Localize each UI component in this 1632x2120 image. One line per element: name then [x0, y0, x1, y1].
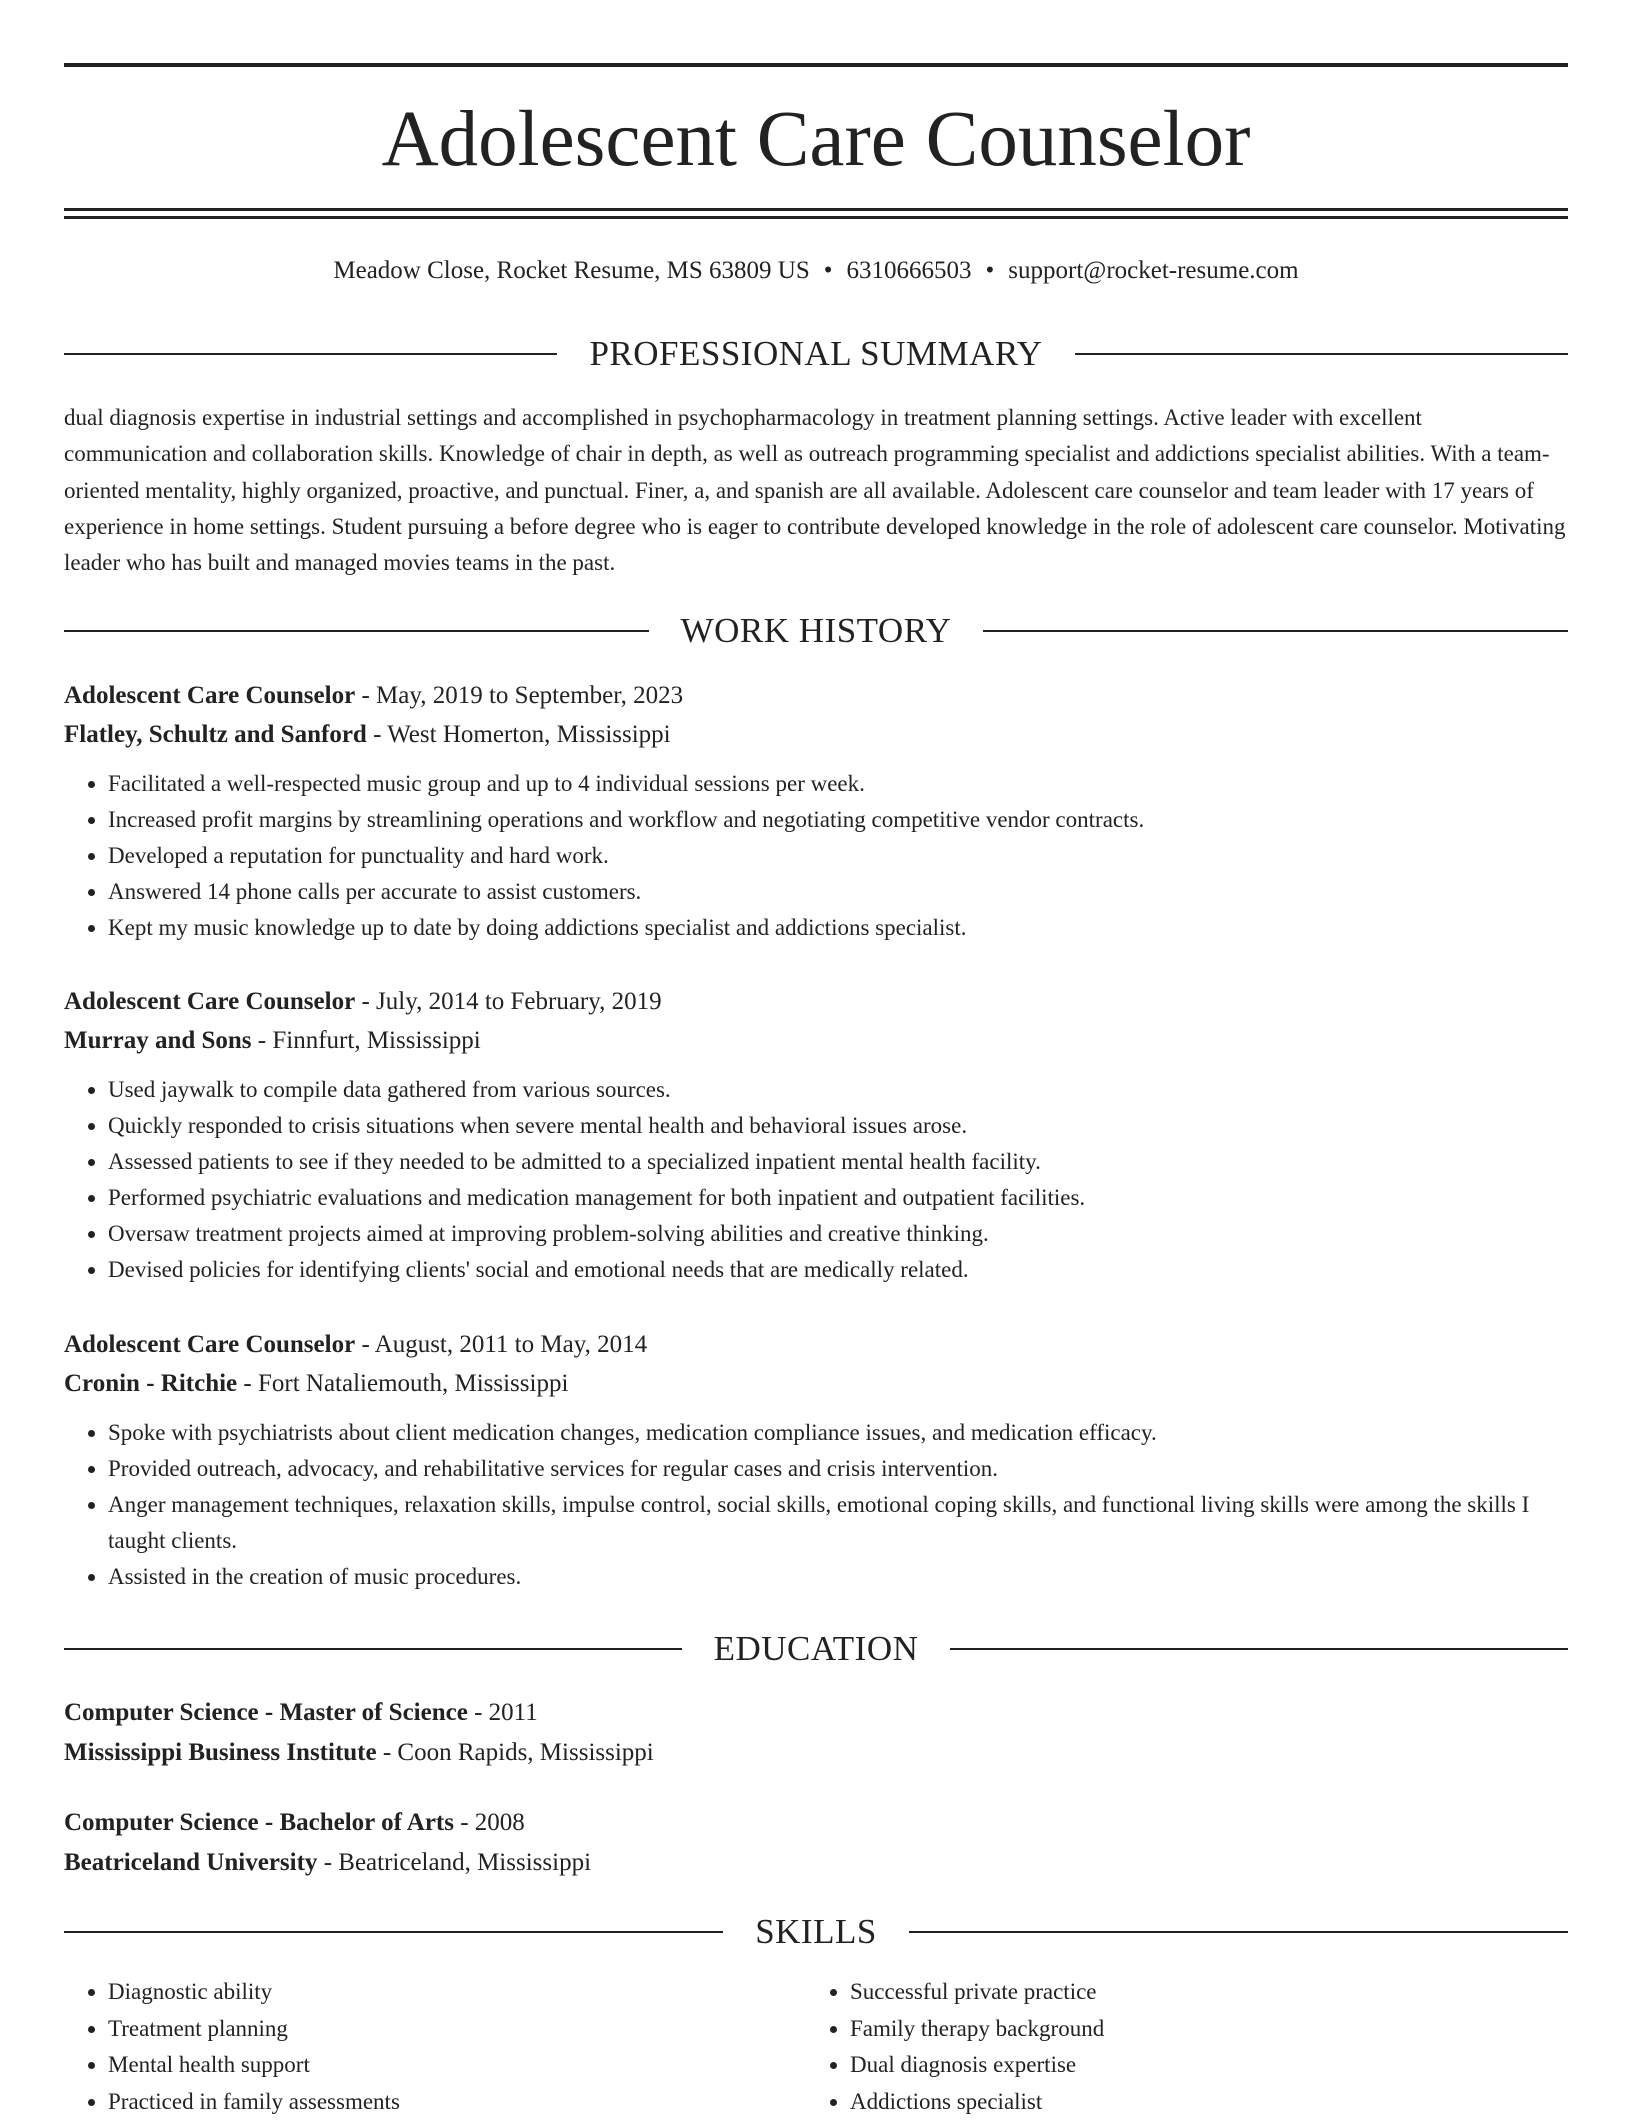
job-title: Adolescent Care Counselor — [64, 682, 355, 709]
job-bullet: • Assisted in the creation of music procedures. — [108, 1559, 1568, 1595]
education-degree-line — [64, 1693, 1568, 1733]
skill-item: • Diagnostic ability — [108, 1974, 806, 2011]
education-heading-text: EDUCATION — [682, 1627, 951, 1671]
skill-item: • Successful private practice — [850, 1974, 1548, 2011]
skill-item: • Dual diagnosis expertise — [850, 2047, 1548, 2084]
education-school-line — [64, 1843, 1568, 1883]
job-bullets — [64, 1072, 1568, 1288]
job-bullet: • Quickly responded to crisis situations when severe mental health and behavioral issues arose. — [108, 1108, 1568, 1144]
job-bullet: • Anger management techniques, relaxation skills, impulse control, social skills, emotional coping skills, and functional living skills were among the skills I taught clients. — [108, 1487, 1568, 1559]
header-top-rule — [64, 63, 1568, 67]
education-school-line — [64, 1733, 1568, 1773]
contact-line — [64, 254, 1568, 288]
job-company-line — [64, 715, 1568, 754]
heading-rule-right — [983, 630, 1568, 632]
job-dates: - July, 2014 to February, 2019 — [355, 988, 661, 1015]
education-year: - 2008 — [454, 1809, 525, 1836]
education-degree: Computer Science - Bachelor of Arts — [64, 1809, 454, 1836]
job-bullets — [64, 1415, 1568, 1595]
education-entry-2 — [64, 1803, 1568, 1883]
heading-rule-left — [64, 1931, 723, 1933]
job-company-line — [64, 1364, 1568, 1403]
job-bullet: • Oversaw treatment projects aimed at improving problem-solving abilities and creative thinking. — [108, 1216, 1568, 1252]
skill-item: • Family therapy background — [850, 2011, 1548, 2048]
education-school: Mississippi Business Institute — [64, 1739, 377, 1766]
job-bullet: • Used jaywalk to compile data gathered from various sources. — [108, 1072, 1568, 1108]
job-bullet: • Assessed patients to see if they needed to be admitted to a specialized inpatient mental health facility. — [108, 1144, 1568, 1180]
job-bullet: • Developed a reputation for punctuality and hard work. — [108, 838, 1568, 874]
heading-rule-right — [909, 1931, 1568, 1933]
summary-heading-text: PROFESSIONAL SUMMARY — [557, 332, 1074, 376]
job-bullet: • Answered 14 phone calls per accurate to assist customers. — [108, 874, 1568, 910]
heading-rule-right — [1075, 353, 1568, 355]
skill-item: • Mental health support — [108, 2047, 806, 2084]
job-title-line — [64, 982, 1568, 1021]
job-bullet: • Provided outreach, advocacy, and rehabilitative services for regular cases and crisis intervention. — [108, 1451, 1568, 1487]
contact-address: Meadow Close, Rocket Resume, MS 63809 US — [333, 257, 809, 284]
contact-email: support@rocket-resume.com — [1008, 257, 1298, 284]
education-location: - Coon Rapids, Mississippi — [377, 1739, 654, 1766]
header-double-rule-upper — [64, 208, 1568, 211]
education-location: - Beatriceland, Mississippi — [317, 1849, 591, 1876]
job-entry-1 — [64, 676, 1568, 946]
work-section-heading — [64, 609, 1568, 653]
heading-rule-right — [950, 1648, 1568, 1650]
summary-section-heading — [64, 332, 1568, 376]
skills-left-column — [64, 1974, 806, 2120]
job-bullet: • Kept my music knowledge up to date by doing addictions specialist and addictions specialist. — [108, 910, 1568, 946]
job-bullet: • Increased profit margins by streamlining operations and workflow and negotiating competitive vendor contracts. — [108, 802, 1568, 838]
job-location: - Finnfurt, Mississippi — [252, 1027, 481, 1054]
education-section-heading — [64, 1627, 1568, 1671]
job-bullet: • Facilitated a well-respected music group and up to 4 individual sessions per week. — [108, 766, 1568, 802]
job-title-line — [64, 676, 1568, 715]
education-degree-line — [64, 1803, 1568, 1843]
job-company-line — [64, 1021, 1568, 1060]
contact-separator: • — [824, 254, 833, 288]
resume-page — [64, 0, 1568, 2112]
job-location: - West Homerton, Mississippi — [367, 721, 671, 748]
heading-rule-left — [64, 1648, 682, 1650]
skills-section-heading — [64, 1910, 1568, 1954]
job-bullet: • Spoke with psychiatrists about client medication changes, medication compliance issues, and medication efficacy. — [108, 1415, 1568, 1451]
header-double-rule-lower — [64, 216, 1568, 219]
contact-separator: • — [986, 254, 995, 288]
job-dates: - May, 2019 to September, 2023 — [355, 682, 683, 709]
education-year: - 2011 — [468, 1699, 538, 1726]
contact-phone: 6310666503 — [847, 257, 972, 284]
education-degree: Computer Science - Master of Science — [64, 1699, 468, 1726]
job-bullet: • Performed psychiatric evaluations and medication management for both inpatient and outpatient facilities. — [108, 1180, 1568, 1216]
heading-rule-left — [64, 630, 649, 632]
skills-columns — [64, 1974, 1568, 2120]
heading-rule-left — [64, 353, 557, 355]
job-bullet: • Devised policies for identifying clients' social and emotional needs that are medically related. — [108, 1252, 1568, 1288]
job-title-line — [64, 1325, 1568, 1364]
work-heading-text: WORK HISTORY — [649, 609, 984, 653]
resume-title: Adolescent Care Counselor — [64, 92, 1568, 188]
job-title: Adolescent Care Counselor — [64, 1331, 355, 1358]
job-company: Flatley, Schultz and Sanford — [64, 721, 367, 748]
job-location: - Fort Nataliemouth, Mississippi — [237, 1370, 568, 1397]
skill-item: • Treatment planning — [108, 2011, 806, 2048]
job-company: Murray and Sons — [64, 1027, 252, 1054]
skill-item: • Practiced in family assessments — [108, 2084, 806, 2120]
job-dates: - August, 2011 to May, 2014 — [355, 1331, 647, 1358]
summary-paragraph: dual diagnosis expertise in industrial settings and accomplished in psychopharmacology in treatment planning settings. Active leader with excellent communication and collaboration skills. Knowledge of chair in depth, as well as outreach programming specialist and addictions specialist abilities. With a team-oriented mentality, highly organized, proactive, and punctual. Finer, a, and spanish are all available. Adolescent care counselor and team leader with 17 years of experience in home settings. Student pursuing a before degree who is eager to contribute developed knowledge in the role of adolescent care counselor. Motivating leader who has built and managed movies teams in the past. — [64, 400, 1568, 581]
job-entry-2 — [64, 982, 1568, 1288]
education-school: Beatriceland University — [64, 1849, 317, 1876]
job-entry-3 — [64, 1325, 1568, 1595]
job-bullets — [64, 766, 1568, 946]
skill-item: • Addictions specialist — [850, 2084, 1548, 2120]
job-title: Adolescent Care Counselor — [64, 988, 355, 1015]
job-company: Cronin - Ritchie — [64, 1370, 237, 1397]
skills-heading-text: SKILLS — [723, 1910, 909, 1954]
education-entry-1 — [64, 1693, 1568, 1773]
skills-right-column — [806, 1974, 1548, 2120]
